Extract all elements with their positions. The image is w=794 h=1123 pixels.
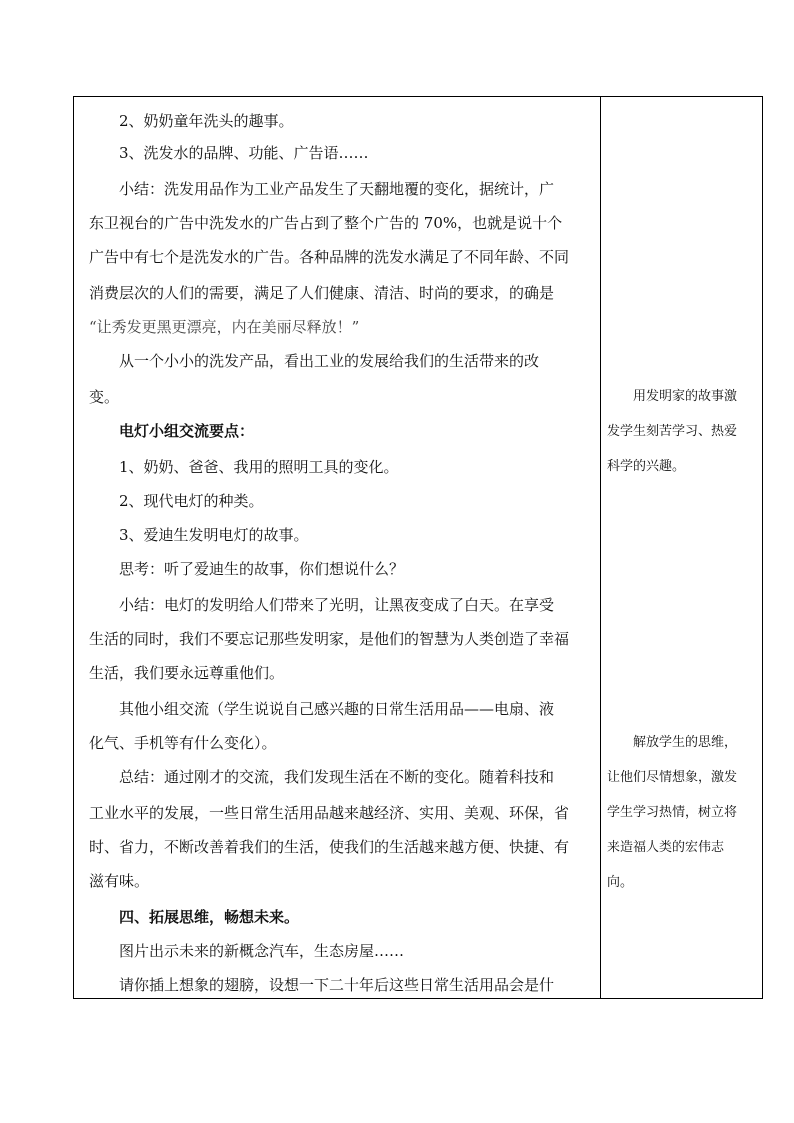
side-note-line: 向。 xyxy=(607,875,634,890)
lesson-plan-table xyxy=(73,96,763,999)
main-line: 请你插上想象的翅膀，设想一下二十年后这些日常生活用品会是什 xyxy=(119,976,555,994)
main-line: 3、爱迪生发明电灯的故事。 xyxy=(119,526,309,544)
main-line: 1、奶奶、爸爸、我用的照明工具的变化。 xyxy=(119,458,399,476)
main-line: 化气、手机等有什么变化）。 xyxy=(89,734,277,752)
side-note-line: 用发明家的故事激 xyxy=(633,389,738,404)
side-note-line: 解放学生的思维， xyxy=(633,735,738,750)
main-line: 广告中有七个是洗发水的广告。各种品牌的洗发水满足了不同年龄、不同 xyxy=(89,248,570,266)
section-heading: 四、拓展思维，畅想未来。 xyxy=(119,908,300,926)
side-note-line: 发学生刻苦学习、热爱 xyxy=(607,424,738,439)
main-line: 时、省力，不断改善着我们的生活，使我们的生活越来越方便、快捷、有 xyxy=(89,838,570,856)
main-line: 滋有味。 xyxy=(89,872,150,890)
main-line: 总结：通过刚才的交流，我们发现生活在不断的变化。随着科技和 xyxy=(119,768,555,786)
main-line: 3、洗发水的品牌、功能、广告语…… xyxy=(119,144,369,162)
notes-column xyxy=(601,97,762,998)
main-line: 东卫视台的广告中洗发水的广告占到了整个广告的 70%，也就是说十个 xyxy=(89,214,563,232)
side-note-line: 让他们尽情想象，激发 xyxy=(607,770,738,785)
main-line: 变。 xyxy=(89,388,120,406)
main-line: 2、奶奶童年洗头的趣事。 xyxy=(119,112,294,130)
slogan-quote: “让秀发更黑更漂亮，内在美丽尽释放！” xyxy=(89,318,360,336)
main-line: 思考：听了爱迪生的故事，你们想说什么？ xyxy=(119,560,405,578)
main-line: 小结：洗发用品作为工业产品发生了天翻地覆的变化，据统计，广 xyxy=(119,180,555,198)
main-line: 生活的同时，我们不要忘记那些发明家，是他们的智慧为人类创造了幸福 xyxy=(89,630,570,648)
main-line: 工业水平的发展，一些日常生活用品越来越经济、实用、美观、环保，省 xyxy=(89,804,570,822)
side-note-line: 来造福人类的宏伟志 xyxy=(607,840,725,855)
main-line: 其他小组交流（学生说说自己感兴趣的日常生活用品——电扇、液 xyxy=(119,700,555,718)
side-note-line: 科学的兴趣。 xyxy=(607,459,686,474)
main-line: 图片出示未来的新概念汽车，生态房屋…… xyxy=(119,942,405,960)
main-line: 从一个小小的洗发产品，看出工业的发展给我们的生活带来的改 xyxy=(119,352,540,370)
side-note-line: 学生学习热情，树立将 xyxy=(607,805,738,820)
main-line: 消费层次的人们的需要，满足了人们健康、清洁、时尚的要求，的确是 xyxy=(89,284,555,302)
main-line: 小结：电灯的发明给人们带来了光明，让黑夜变成了白天。在享受 xyxy=(119,596,555,614)
section-heading: 电灯小组交流要点： xyxy=(119,422,255,440)
main-line: 生活，我们要永远尊重他们。 xyxy=(89,664,285,682)
main-content-column xyxy=(74,97,600,998)
main-line: 2、现代电灯的种类。 xyxy=(119,492,264,510)
